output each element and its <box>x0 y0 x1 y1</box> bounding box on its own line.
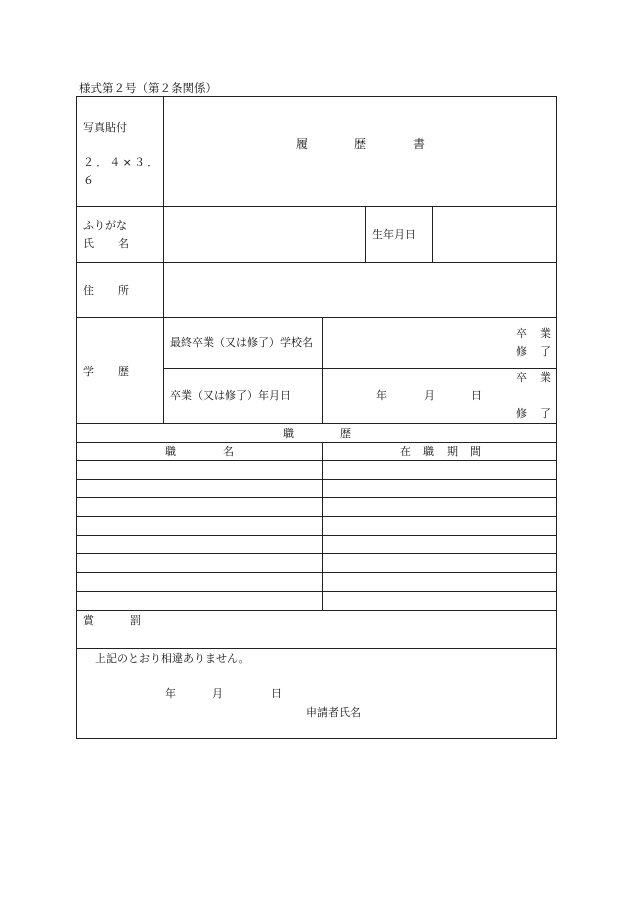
address-label-char-1: 住 <box>83 284 94 297</box>
tenure-header-char-3: 期 <box>447 445 458 458</box>
career-title-char-1: 職 <box>283 427 294 440</box>
photo-size-line1: ２．４×３． <box>83 156 161 169</box>
divider <box>365 206 366 262</box>
completed-char-1: 修 <box>516 407 527 420</box>
graduated-char-1: 卒 <box>516 327 527 340</box>
photo-label: 写真貼付 <box>83 121 127 134</box>
divider <box>163 96 164 423</box>
title-char-3: 書 <box>413 137 426 151</box>
graduated-char-2: 業 <box>540 371 551 384</box>
career-title-char-2: 歴 <box>340 427 351 440</box>
signature-year-label: 年 <box>165 687 176 700</box>
divider <box>76 460 557 461</box>
signature-month-label: 月 <box>212 687 223 700</box>
divider <box>76 648 557 649</box>
declaration-text: 上記のとおり相違ありません。 <box>95 652 250 665</box>
divider <box>76 535 557 536</box>
divider <box>76 423 557 424</box>
awards-label-char-1: 賞 <box>83 614 94 627</box>
divider <box>76 572 557 573</box>
school-name-label: 最終卒業（又は修了）学校名 <box>170 336 313 349</box>
graduated-char-2: 業 <box>540 327 551 340</box>
completed-char-2: 了 <box>540 407 551 420</box>
divider <box>76 497 557 498</box>
divider <box>76 206 557 207</box>
awards-label-char-2: 罰 <box>130 614 141 627</box>
graduation-date-label: 卒業（又は修了）年月日 <box>170 389 291 402</box>
name-label-char-1: 氏 <box>83 237 94 250</box>
education-label-char-1: 学 <box>83 365 94 378</box>
divider <box>432 206 433 262</box>
education-label-char-2: 歴 <box>118 365 129 378</box>
divider <box>322 442 323 610</box>
graduated-char-1: 卒 <box>516 371 527 384</box>
divider <box>76 516 557 517</box>
photo-size-line2: ６ <box>83 174 94 187</box>
completed-char-2: 了 <box>540 345 551 358</box>
tenure-header-char-2: 職 <box>423 445 434 458</box>
day-label: 日 <box>471 389 482 402</box>
divider <box>76 553 557 554</box>
applicant-name-label: 申請者氏名 <box>306 706 361 719</box>
tenure-header-char-1: 在 <box>400 445 411 458</box>
divider <box>76 479 557 480</box>
title-char-2: 歴 <box>354 137 367 151</box>
signature-day-label: 日 <box>271 687 282 700</box>
divider <box>76 442 557 443</box>
title-char-1: 履 <box>296 137 309 151</box>
divider <box>76 262 557 263</box>
tenure-header-char-4: 間 <box>470 445 481 458</box>
divider <box>76 610 557 611</box>
divider <box>76 317 557 318</box>
divider <box>76 591 557 592</box>
name-label-char-2: 名 <box>118 237 129 250</box>
furigana-label: ふりがな <box>83 219 127 232</box>
job-title-header-char-1: 職 <box>165 445 176 458</box>
divider <box>163 368 557 369</box>
birthdate-label: 生年月日 <box>372 228 416 241</box>
completed-char-1: 修 <box>516 345 527 358</box>
form-number-label: 様式第２号（第２条関係） <box>79 81 217 95</box>
address-label-char-2: 所 <box>118 284 129 297</box>
month-label: 月 <box>424 389 435 402</box>
job-title-header-char-2: 名 <box>223 445 234 458</box>
resume-form-frame <box>76 96 557 739</box>
divider <box>322 317 323 423</box>
year-label: 年 <box>376 389 387 402</box>
